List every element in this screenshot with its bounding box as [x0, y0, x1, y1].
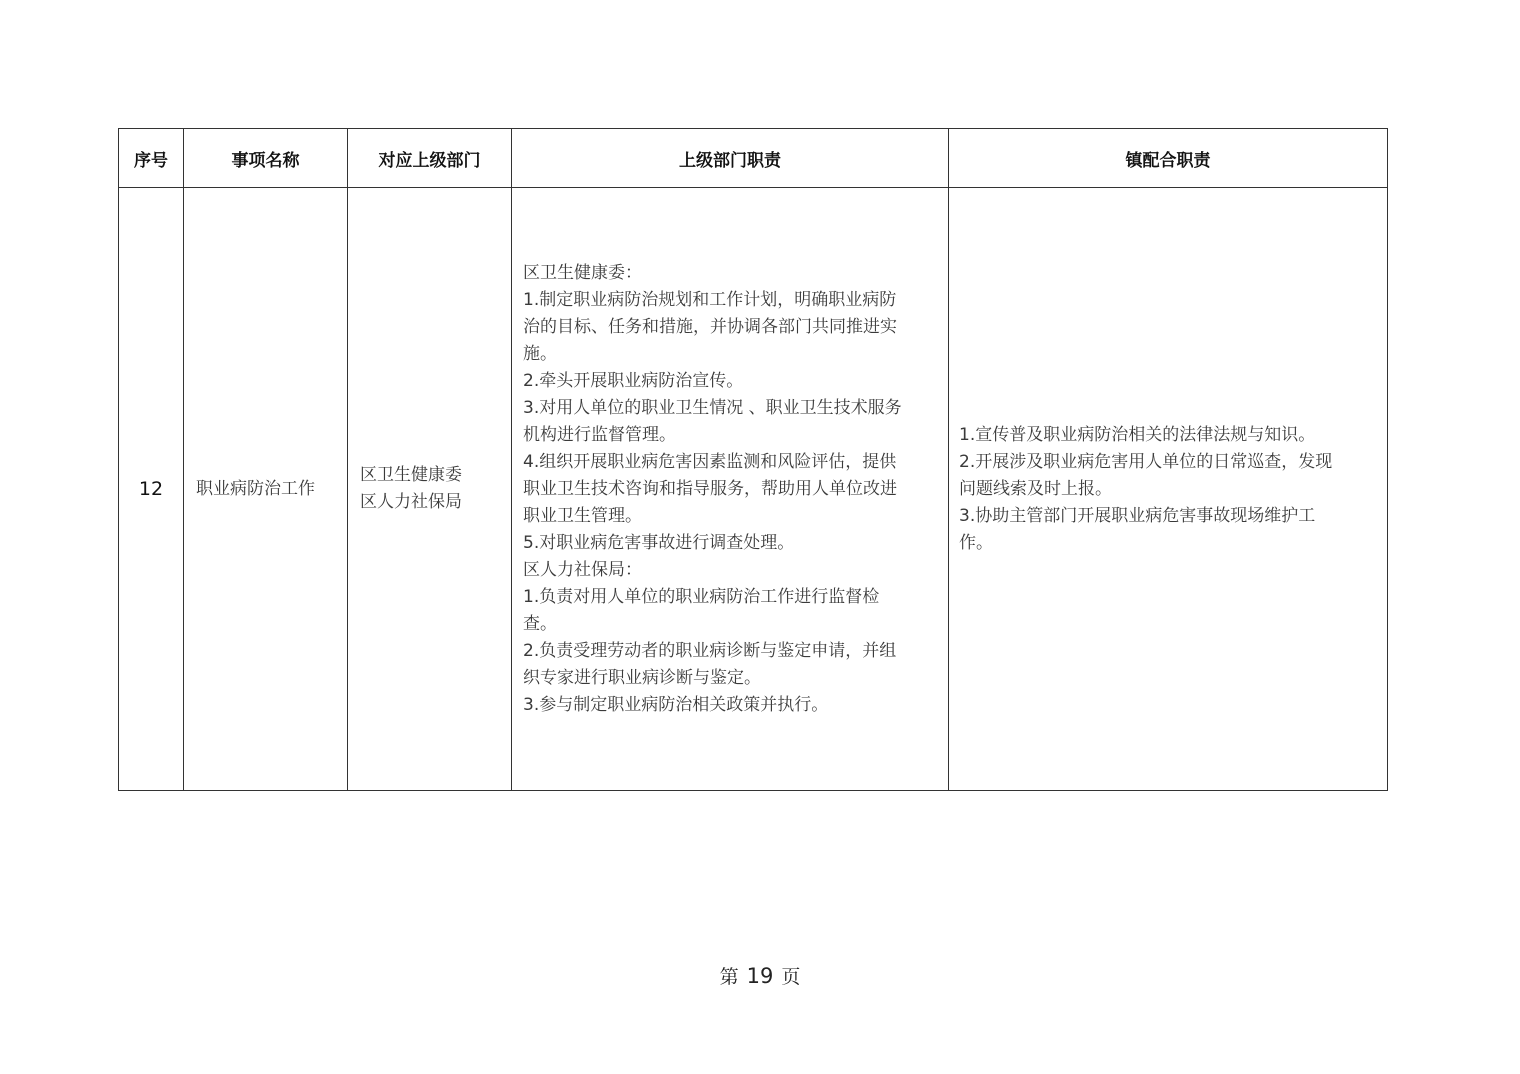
- duty-line: 3.参与制定职业病防治相关政策并执行。: [523, 694, 829, 715]
- duty-line: 2.负责受理劳动者的职业病诊断与鉴定申请，并组: [523, 640, 897, 661]
- duty-line: 2.牵头开展职业病防治宣传。: [523, 370, 744, 391]
- town-duty-line: 1.宣传普及职业病防治相关的法律法规与知识。: [959, 424, 1316, 445]
- duty-table: [118, 128, 1388, 791]
- cell-superior-duty: [512, 188, 949, 791]
- duty-line: 1.负责对用人单位的职业病防治工作进行监督检: [523, 586, 880, 607]
- duty-line: 3.对用人单位的职业卫生情况 、职业卫生技术服务: [523, 397, 902, 418]
- duty-line: 施。: [523, 343, 557, 364]
- table-row: [119, 188, 1388, 791]
- duty-line: 区卫生健康委：: [523, 262, 642, 283]
- duty-line: 查。: [523, 613, 557, 634]
- town-duty-line: 作。: [959, 532, 993, 553]
- duty-line: 5.对职业病危害事故进行调查处理。: [523, 532, 795, 553]
- duty-line: 区人力社保局：: [523, 559, 642, 580]
- header-town-duty: 镇配合职责: [949, 129, 1388, 188]
- page-number: 19: [746, 964, 774, 988]
- cell-seq: 12: [119, 188, 184, 791]
- cell-superior-dept: [348, 188, 512, 791]
- town-duty-line: 3.协助主管部门开展职业病危害事故现场维护工: [959, 505, 1316, 526]
- page-suffix: 页: [781, 966, 801, 988]
- duty-line: 4.组织开展职业病危害因素监测和风险评估，提供: [523, 451, 897, 472]
- header-superior-duty: 上级部门职责: [512, 129, 949, 188]
- duty-line: 职业卫生管理。: [523, 505, 642, 526]
- duty-line: 机构进行监督管理。: [523, 424, 676, 445]
- duty-line: 治的目标、任务和措施，并协调各部门共同推进实: [523, 316, 897, 337]
- page-prefix: 第: [719, 966, 739, 988]
- table-header-row: [119, 129, 1388, 188]
- duty-line: 职业卫生技术咨询和指导服务，帮助用人单位改进: [523, 478, 897, 499]
- header-superior-dept: 对应上级部门: [348, 129, 512, 188]
- duty-line: 织专家进行职业病诊断与鉴定。: [523, 667, 761, 688]
- dept-line: 区卫生健康委: [360, 465, 462, 485]
- page-footer: [0, 962, 1520, 989]
- cell-town-duty: [949, 188, 1388, 791]
- dept-line: 区人力社保局: [360, 492, 462, 512]
- header-seq: 序号: [119, 129, 184, 188]
- header-item-name: 事项名称: [184, 129, 348, 188]
- cell-item-name: 职业病防治工作: [184, 188, 348, 791]
- town-duty-line: 问题线索及时上报。: [959, 478, 1112, 499]
- duty-line: 1.制定职业病防治规划和工作计划，明确职业病防: [523, 289, 897, 310]
- town-duty-line: 2.开展涉及职业病危害用人单位的日常巡查，发现: [959, 451, 1333, 472]
